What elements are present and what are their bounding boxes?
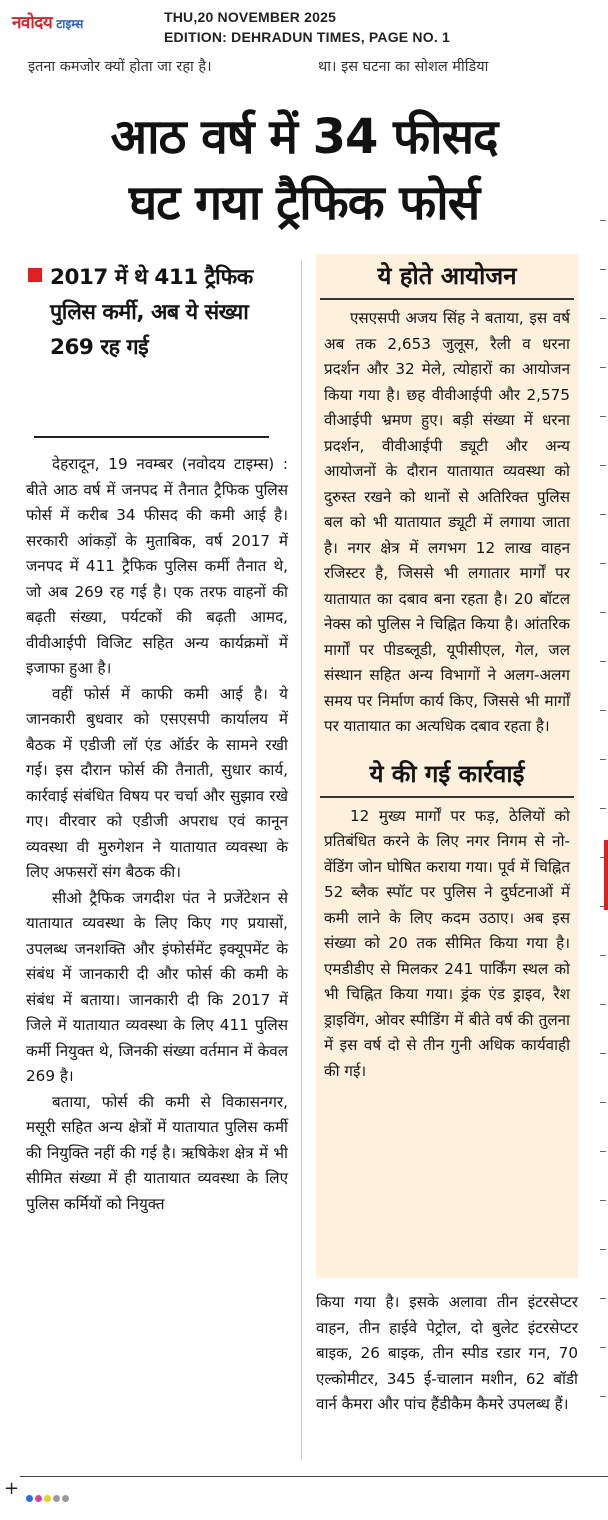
sidebar-text-events xyxy=(316,306,578,740)
registration-dot xyxy=(62,1495,69,1502)
edition-info: EDITION: DEHRADUN TIMES, PAGE NO. 1 xyxy=(164,29,450,45)
headline xyxy=(24,104,584,236)
logo-main-text: नवोदय xyxy=(12,13,53,33)
red-square-bullet-icon xyxy=(28,268,42,282)
overlap-text-left: इतना कमजोर क्यों होता जा रहा है। xyxy=(28,59,212,75)
column-divider xyxy=(301,260,302,1460)
issue-date: THU,20 NOVEMBER 2025 xyxy=(164,9,337,25)
sidebar-heading-action: ये की गई कार्रवाई xyxy=(369,759,525,788)
subheading-block xyxy=(28,260,273,365)
article-paragraph: बताया, फोर्स की कमी से विकासनगर, मसूरी सहित अन्य क्षेत्रों में यातायात पुलिस कर्मी की नियुक्ति नहीं की गई है। ऋषिकेश क्षेत्र में भी सीमित संख्या में ही यातायात व्यवस्था के लिए पुलिस कर्मियों को नियुक्त xyxy=(26,1092,288,1213)
article-continuation: किया गया है। इसके अलावा तीन इंटरसेप्टर वाहन, तीन हाईवे पेट्रोल, दो बुलेट इंटरसेप्टर बाइक, 26 बाइक, तीन स्पीड रडार गन, 70 एल्कोमीटर, 345 ई-चालान मशीन, 62 बॉडी वार्न कैमरा और पांच हैंडीकैम कैमरे उपलब्ध हैं। xyxy=(316,1293,578,1413)
sidebar-paragraph: एसएसपी अजय सिंह ने बताया, इस वर्ष अब तक 2,653 जुलूस, रैली व धरना प्रदर्शन और 32 मेले, त्योहारों का आयोजन किया गया है। छह वीवीआईपी और 2,575 वीआईपी भ्रमण हुए। बड़ी संख्या में धरना प्रदर्शन, वीवीआईपी ड्यूटी और अन्य आयोजनों के दौरान यातायात व्यवस्था को दुरुस्त रखने को थानों से अतिरिक्त पुलिस बल को भी यातायात ड्यूटी में लगाया जाता है। नगर क्षेत्र में लगभग 12 लाख वाहन रजिस्टर है, जिससे भी लगातार मार्गों पर यातायात का दबाव बना रहता है। 20 बॉटल नेक्स को पुलिस ने चिह्नित किया है। आंतरिक मार्गों पर पीडब्लूडी, यूपीसीएल, गेल, जल संस्थान सहित अन्य विभागों ने अलग-अलग समय पर निर्माण कार्य किए, जिससे भी मार्गों पर यातायात का अत्यधिक दबाव रहता है। xyxy=(324,309,570,735)
article-clipping xyxy=(14,52,594,1472)
sidebar-paragraph: 12 मुख्य मार्गों पर फड़, ठेलियों को प्रतिबंधित करने के लिए नगर निगम से नो-वेंडिंग जोन घोषित कराया गया। पूर्व में चिह्नित 52 ब्लैक स्पॉट पर पुलिस ने दुर्घटनाओं में कमी लाने के लिए कदम उठाए। अब इस संख्या को 20 तक सीमित किया गया है। एमडीडीए से मिलकर 241 पार्किंग स्थल को भी चिह्नित किया गया। ड्रंक एंड ड्राइव, रैश ड्राइविंग, ओवर स्पीडिंग में बीते वर्ष की तुलना में इस वर्ष दो से तीन गुनी अधिक कार्यवाही की गई। xyxy=(324,806,570,1080)
sidebar-text-action xyxy=(316,804,578,1085)
registration-dot xyxy=(35,1495,42,1502)
registration-dot xyxy=(44,1495,51,1502)
article-paragraph: देहरादून, 19 नवम्बर (नवोदय टाइम्स) : बीते आठ वर्ष में जनपद में तैनात ट्रैफिक पुलिस फोर्स में करीब 34 फीसद की कमी आई है। सरकारी आंकड़ों के मुताबिक, वर्ष 2017 में जनपद में 411 ट्रैफिक पुलिस कर्मी तैनात थे, जो अब 269 रह गई है। एक तरफ वाहनों की बढ़ती संख्या, पर्यटकों की बढ़ती आमद, वीवीआईपी विजिट सहित अन्य कार्यक्रमों में इजाफा हुआ है। xyxy=(26,455,288,677)
masthead xyxy=(0,0,608,52)
sidebar-box xyxy=(316,254,578,1278)
overlap-text-right: था। इस घटना का सोशल मीडिया xyxy=(318,59,489,75)
registration-crosshair-icon: + xyxy=(4,1478,20,1499)
registration-dot xyxy=(26,1495,33,1502)
headline-line-2: घट गया ट्रैफिक फोर्स xyxy=(128,175,480,231)
article-paragraph: वहीं फोर्स में काफी कमी आई है। ये जानकारी बुधवार को एसएसपी कार्यालय में बैठक में एडीजी लॉ एंड ऑर्डर के सामने रखी गई। इस दौरान फोर्स की तैनाती, सुधार कार्य, कार्रवाई संबंधित विषय पर चर्चा और सुझाव रखे गए। वीरवार को एडीजी अपराध एवं कानून व्यवस्था वी मुरुगेशन ने यातायात व्यवस्था के लिए अफसरों संग बैठक की। xyxy=(26,684,288,881)
logo-sub-text: टाइम्स xyxy=(56,17,84,31)
sidebar-heading-events: ये होते आयोजन xyxy=(377,262,517,290)
sidebar-rule xyxy=(320,796,574,798)
article-body-left xyxy=(26,452,288,1217)
sidebar-rule xyxy=(320,298,574,300)
newspaper-logo[interactable] xyxy=(12,10,136,36)
headline-line-1: आठ वर्ष में 34 फीसद xyxy=(110,109,498,165)
page-edge-red-mark xyxy=(604,840,608,910)
article-paragraph: सीओ ट्रैफिक जगदीश पंत ने प्रजेंटेशन से यातायात व्यवस्था के लिए किए गए प्रयासों, उपलब्ध जनशक्ति और इंफोर्समेंट इक्यूपमेंट के संबंध में जानकारी दी और फोर्स की कमी के संबंध में बताया। जानकारी दी कि 2017 में जिले में यातायात व्यवस्था के लिए 411 पुलिस कर्मी नियुक्त थे, जिनकी संख्या वर्तमान में केवल 269 है। xyxy=(26,888,288,1085)
footer-rule xyxy=(20,1476,608,1477)
subheading: 2017 में थे 411 ट्रैफिक पुलिस कर्मी, अब ये संख्या 269 रह गई xyxy=(50,265,253,360)
registration-dots xyxy=(26,1487,71,1497)
subheading-divider xyxy=(34,436,269,438)
registration-dot xyxy=(53,1495,60,1502)
